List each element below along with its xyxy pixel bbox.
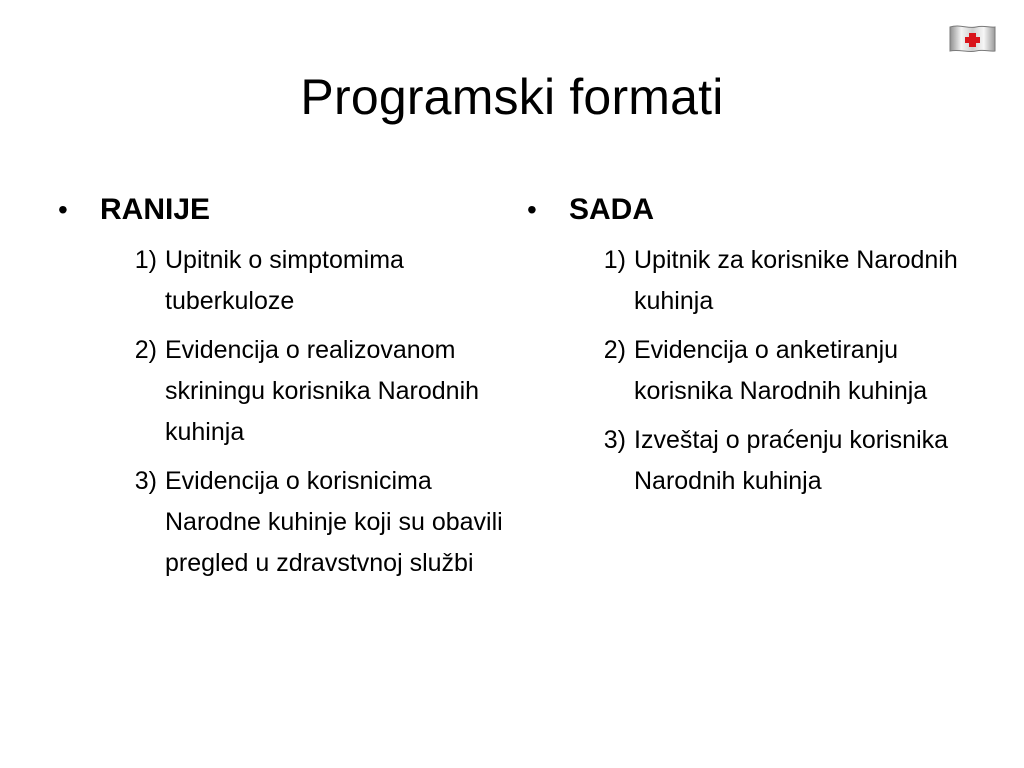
list-item-number: 1) <box>603 246 626 274</box>
list-item <box>527 420 977 502</box>
list-item <box>527 330 977 412</box>
list-item <box>58 330 508 453</box>
list-item-number: 3) <box>603 426 626 454</box>
list-item-number: 2) <box>603 336 626 364</box>
numbered-list <box>527 240 977 502</box>
bullet-icon: • <box>527 194 537 225</box>
list-item-number: 3) <box>134 467 157 495</box>
column-heading-row <box>527 190 977 230</box>
column-heading-row <box>58 190 508 230</box>
column-sada <box>527 190 977 510</box>
column-heading: RANIJE <box>100 193 211 226</box>
list-item-number: 1) <box>134 246 157 274</box>
column-ranije <box>58 190 508 592</box>
bullet-icon: • <box>58 194 68 225</box>
list-item <box>58 240 508 322</box>
numbered-list <box>58 240 508 584</box>
list-item-text: Upitnik za korisnike Narodnih kuhinja <box>634 246 958 315</box>
red-cross-flag-icon <box>948 24 996 54</box>
column-heading: SADA <box>569 193 655 226</box>
list-item-text: Evidencija o realizovanom skriningu korisnika Narodnih kuhinja <box>165 336 480 446</box>
list-item-text: Evidencija o korisnicima Narodne kuhinje koji su obavili pregled u zdravstvnoj službi <box>165 467 503 577</box>
list-item <box>58 461 508 584</box>
list-item-number: 2) <box>134 336 157 364</box>
list-item <box>527 240 977 322</box>
list-item-text: Upitnik o simptomima tuberkuloze <box>165 246 404 315</box>
list-item-text: Evidencija o anketiranju korisnika Narodnih kuhinja <box>634 336 928 405</box>
page-title: Programski formati <box>300 69 724 125</box>
list-item-text: Izveštaj o praćenju korisnika Narodnih kuhinja <box>634 426 949 495</box>
